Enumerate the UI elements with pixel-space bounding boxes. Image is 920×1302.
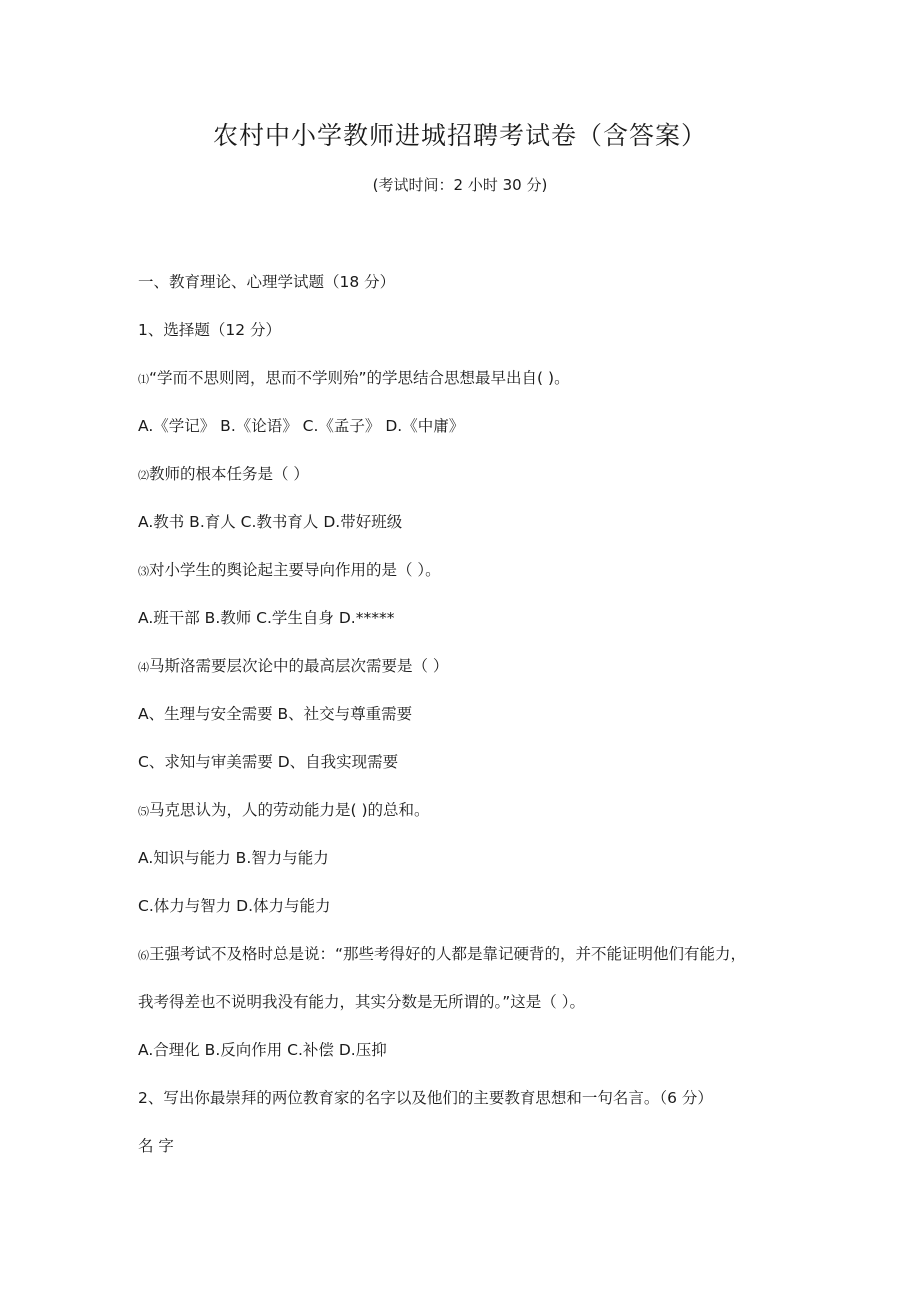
question-1-options: A.《学记》 B.《论语》 C.《孟子》 D.《中庸》 xyxy=(138,417,465,435)
part-heading-choice: 1、选择题（12 分） xyxy=(138,321,282,339)
question-text: 王强考试不及格时总是说：“那些考得好的人都是靠记硬背的，并不能证明他们有能力， xyxy=(149,945,747,963)
section-heading: 一、教育理论、心理学试题（18 分） xyxy=(138,273,396,291)
question-text: “学而不思则罔，思而不学则殆”的学思结合思想最早出自( )。 xyxy=(149,369,570,387)
question-5 xyxy=(138,798,430,820)
question-4 xyxy=(138,654,448,676)
question-text: 对小学生的舆论起主要导向作用的是（ ）。 xyxy=(149,561,441,579)
question-text: 马斯洛需要层次论中的最高层次需要是（ ） xyxy=(149,657,449,675)
question-5-options-2: C.体力与智力 D.体力与能力 xyxy=(138,897,331,915)
question-3-options: A.班干部 B.教师 C.学生自身 D.***** xyxy=(138,609,395,627)
page-title: 农村中小学教师进城招聘考试卷（含答案） xyxy=(212,121,707,150)
question-number: ⑹ xyxy=(138,949,149,962)
question-6-continued: 我考得差也不说明我没有能力，其实分数是无所谓的。”这是（ ）。 xyxy=(138,993,585,1011)
question-4-options-1: A、生理与安全需要 B、社交与尊重需要 xyxy=(138,705,413,723)
exam-duration: (考试时间：2 小时 30 分) xyxy=(372,176,548,194)
part-heading-essay: 2、写出你最崇拜的两位教育家的名字以及他们的主要教育思想和一句名言。（6 分） xyxy=(138,1089,713,1107)
question-text: 教师的根本任务是（ ） xyxy=(149,465,309,483)
question-6-options: A.合理化 B.反向作用 C.补偿 D.压抑 xyxy=(138,1041,387,1059)
question-number: ⑵ xyxy=(138,469,149,482)
name-label: 名 字 xyxy=(138,1137,174,1155)
question-number: ⑷ xyxy=(138,661,149,674)
question-1 xyxy=(138,366,570,388)
question-number: ⑴ xyxy=(138,373,149,386)
question-2 xyxy=(138,462,309,484)
question-text: 马克思认为，人的劳动能力是( )的总和。 xyxy=(149,801,430,819)
question-6 xyxy=(138,942,746,964)
question-2-options: A.教书 B.育人 C.教书育人 D.带好班级 xyxy=(138,513,403,531)
question-3 xyxy=(138,558,441,580)
question-4-options-2: C、求知与审美需要 D、自我实现需要 xyxy=(138,753,399,771)
question-number: ⑸ xyxy=(138,805,149,818)
question-5-options-1: A.知识与能力 B.智力与能力 xyxy=(138,849,329,867)
question-number: ⑶ xyxy=(138,565,149,578)
